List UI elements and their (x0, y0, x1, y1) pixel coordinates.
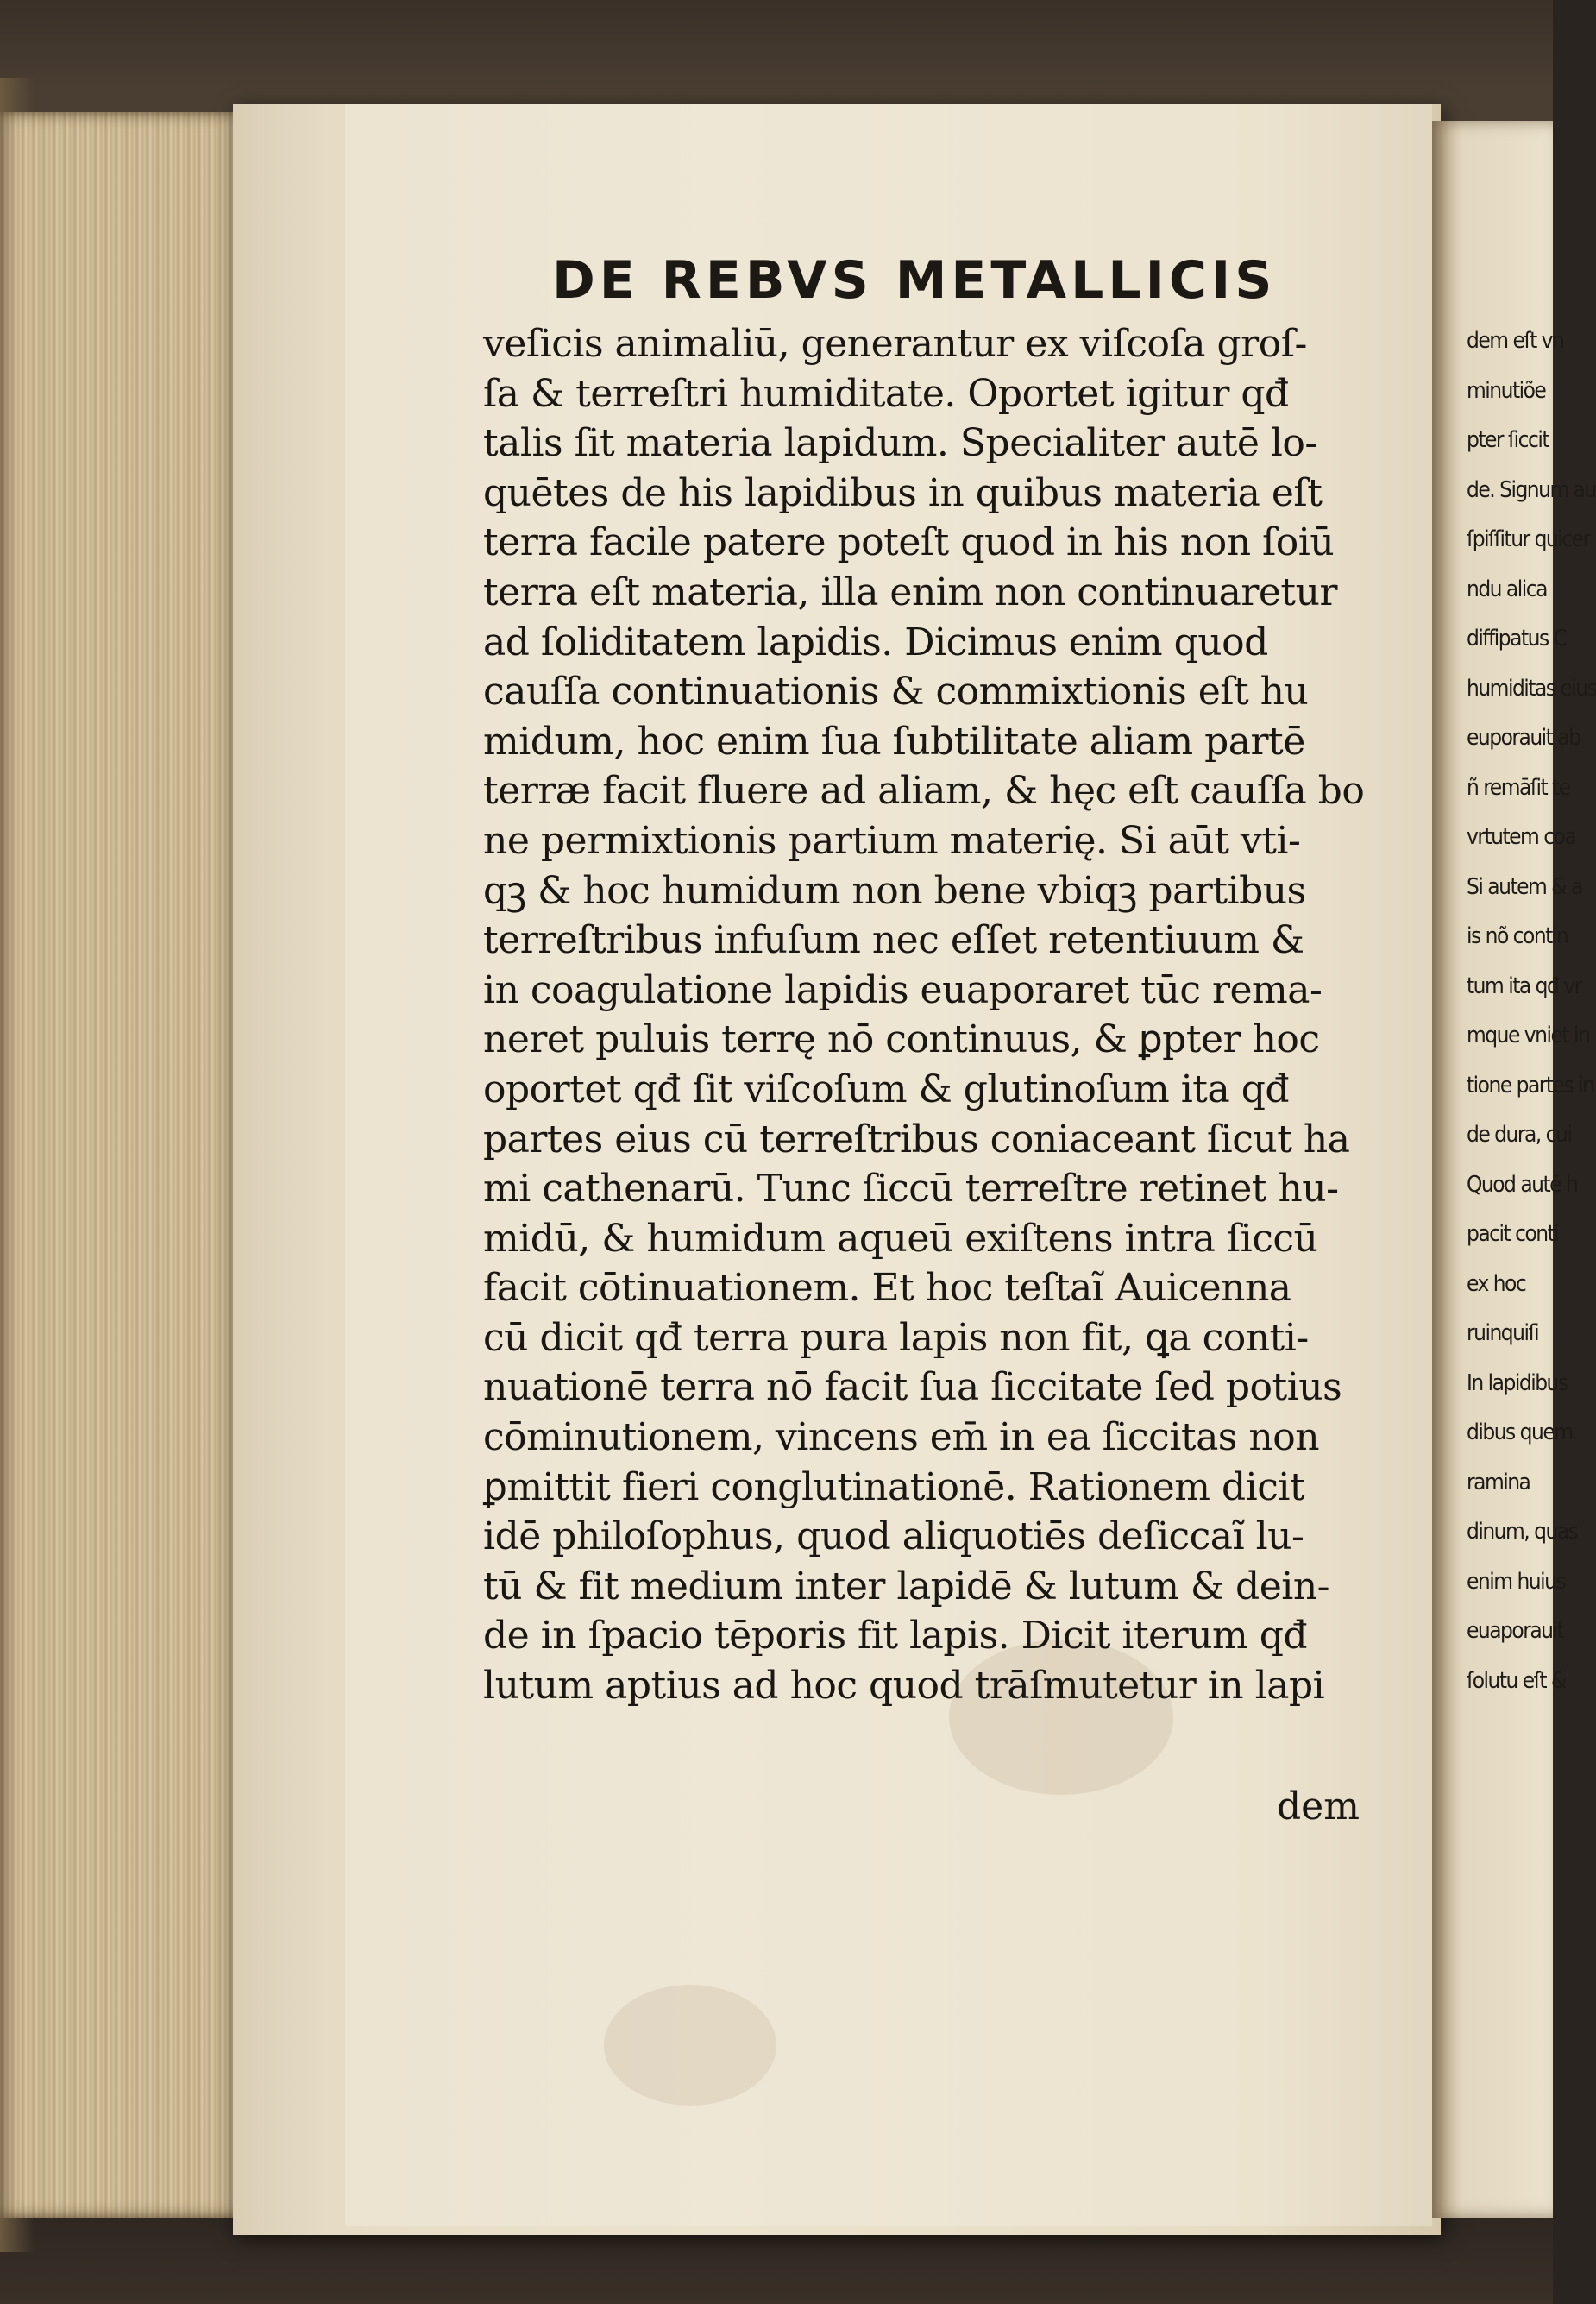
facing-page-line: ruinquiſi (1467, 1320, 1539, 1346)
text-line: tū & fit medium inter lapidē & lutum & dein- (483, 1564, 1330, 1608)
text-line: idē philoſophus, quod aliquotiēs deſiccaĩ lu- (483, 1514, 1304, 1559)
facing-page-line: euporauit ab (1467, 725, 1580, 751)
text-line: terræ facit fluere ad aliam, & hęc eſt cauſſa bo (483, 769, 1365, 814)
text-line: partes eius cū terreſtribus coniaceant ſicut ha (483, 1117, 1350, 1161)
facing-page-line: is nõ contin (1467, 923, 1568, 949)
facing-page-line: Si autem & a (1467, 873, 1582, 900)
text-line: de in ſpacio tēporis fit lapis. Dicit iterum qđ (483, 1614, 1308, 1659)
text-line: nuationē terra nō facit ſua ſiccitate ſed potius (483, 1365, 1342, 1410)
facing-page-line: de dura, cui (1467, 1122, 1572, 1148)
facing-page-line: mque vniet in (1467, 1023, 1590, 1048)
text-line: lutum aptius ad hoc quod trāſmutetur in lapi (483, 1664, 1325, 1709)
facing-page-line: dem eſt vn (1467, 328, 1564, 354)
facing-page-line: Quod autē h (1467, 1171, 1578, 1198)
text-block (483, 319, 1380, 1711)
text-line: veſicis animaliū, generantur ex viſcoſa groſ- (483, 322, 1307, 366)
paper-stain (604, 1985, 776, 2106)
facing-page-line: tione partes in (1467, 1072, 1594, 1098)
text-line: ad ſoliditatem lapidis. Dicimus enim quod (483, 620, 1268, 664)
facing-page-line: euaporauit (1467, 1618, 1564, 1644)
text-line: quētes de his lapidibus in quibus materia eſt (483, 470, 1323, 515)
text-line: mi cathenarū. Tunc ſiccū terreſtre retinet hu- (483, 1167, 1339, 1212)
facing-page-line: pter ſiccit (1467, 427, 1549, 453)
text-line: ne permixtionis partium materię. Si aūt vti- (483, 818, 1301, 863)
text-line: facit cōtinuationem. Et hoc teſtaĩ Auicenna (483, 1266, 1291, 1311)
text-line: midum, hoc enim ſua ſubtilitate aliam partē (483, 719, 1305, 764)
facing-page-line: dibus quem (1467, 1420, 1573, 1445)
text-line: cōminutionem, vincens em̄ in ea ſiccitas non (483, 1415, 1320, 1460)
text-line: qꝫ & hoc humidum non bene vbiqꝫ partibus (483, 868, 1306, 913)
facing-page-line: In lapidibus (1467, 1369, 1568, 1396)
text-line: oportet qđ ſit viſcoſum & glutinoſum ita qđ (483, 1067, 1290, 1111)
facing-page-line: pacit conti (1467, 1221, 1559, 1247)
facing-page-line: ramina (1467, 1469, 1530, 1495)
facing-page-line: ndu alica (1467, 576, 1547, 602)
text-line: terra facile patere poteſt quod in his non ſoiū (483, 520, 1335, 565)
text-line: talis ſit materia lapidum. Specialiter autē lo- (483, 421, 1317, 466)
page-edges (0, 112, 250, 2218)
facing-page-line: vrtutem coa (1467, 824, 1576, 850)
facing-page-line: ſolutu eſt & (1467, 1667, 1566, 1694)
text-line: terreſtribus infuſum nec eſſet retentiuum & (483, 918, 1304, 963)
facing-page-line: dinum, quas (1467, 1519, 1578, 1545)
text-line: ꝑmittit fieri conglutinationē. Rationem dicit (483, 1464, 1305, 1509)
facing-page-line: humiditas eius (1467, 675, 1596, 702)
facing-page-line: minutiõe (1467, 377, 1546, 404)
facing-page (1432, 121, 1596, 2218)
text-line: cū dicit qđ terra pura lapis non fit, ꝗa conti- (483, 1315, 1309, 1360)
facing-page-line: ex hoc (1467, 1270, 1526, 1297)
facing-page-line: enim huius (1467, 1568, 1566, 1595)
text-line: neret puluis terrę nō continuus, & ꝑpter hoc (483, 1017, 1320, 1062)
facing-page-line: tum ita qđ vr (1467, 973, 1581, 999)
facing-page-line: de. Signum au (1467, 476, 1596, 503)
facing-page-line: ſpiſſitur quicer (1467, 526, 1590, 552)
running-header: DE REBVS METALLICIS (552, 250, 1277, 311)
facing-page-line: ñ remāſit te (1467, 774, 1570, 801)
catchword: dem (1277, 1785, 1360, 1829)
text-line: terra eſt materia, illa enim non continuaretur (483, 570, 1337, 614)
text-line: ſa & terreſtri humiditate. Oportet igitur qđ (483, 371, 1289, 416)
facing-page-line: diffipatus C (1467, 626, 1567, 652)
text-line: cauſſa continuationis & commixtionis eſt hu (483, 670, 1309, 714)
text-line: in coagulatione lapidis euaporaret tūc rema- (483, 967, 1323, 1012)
text-line: midū, & humidum aqueū exiſtens intra ſiccū (483, 1216, 1318, 1261)
